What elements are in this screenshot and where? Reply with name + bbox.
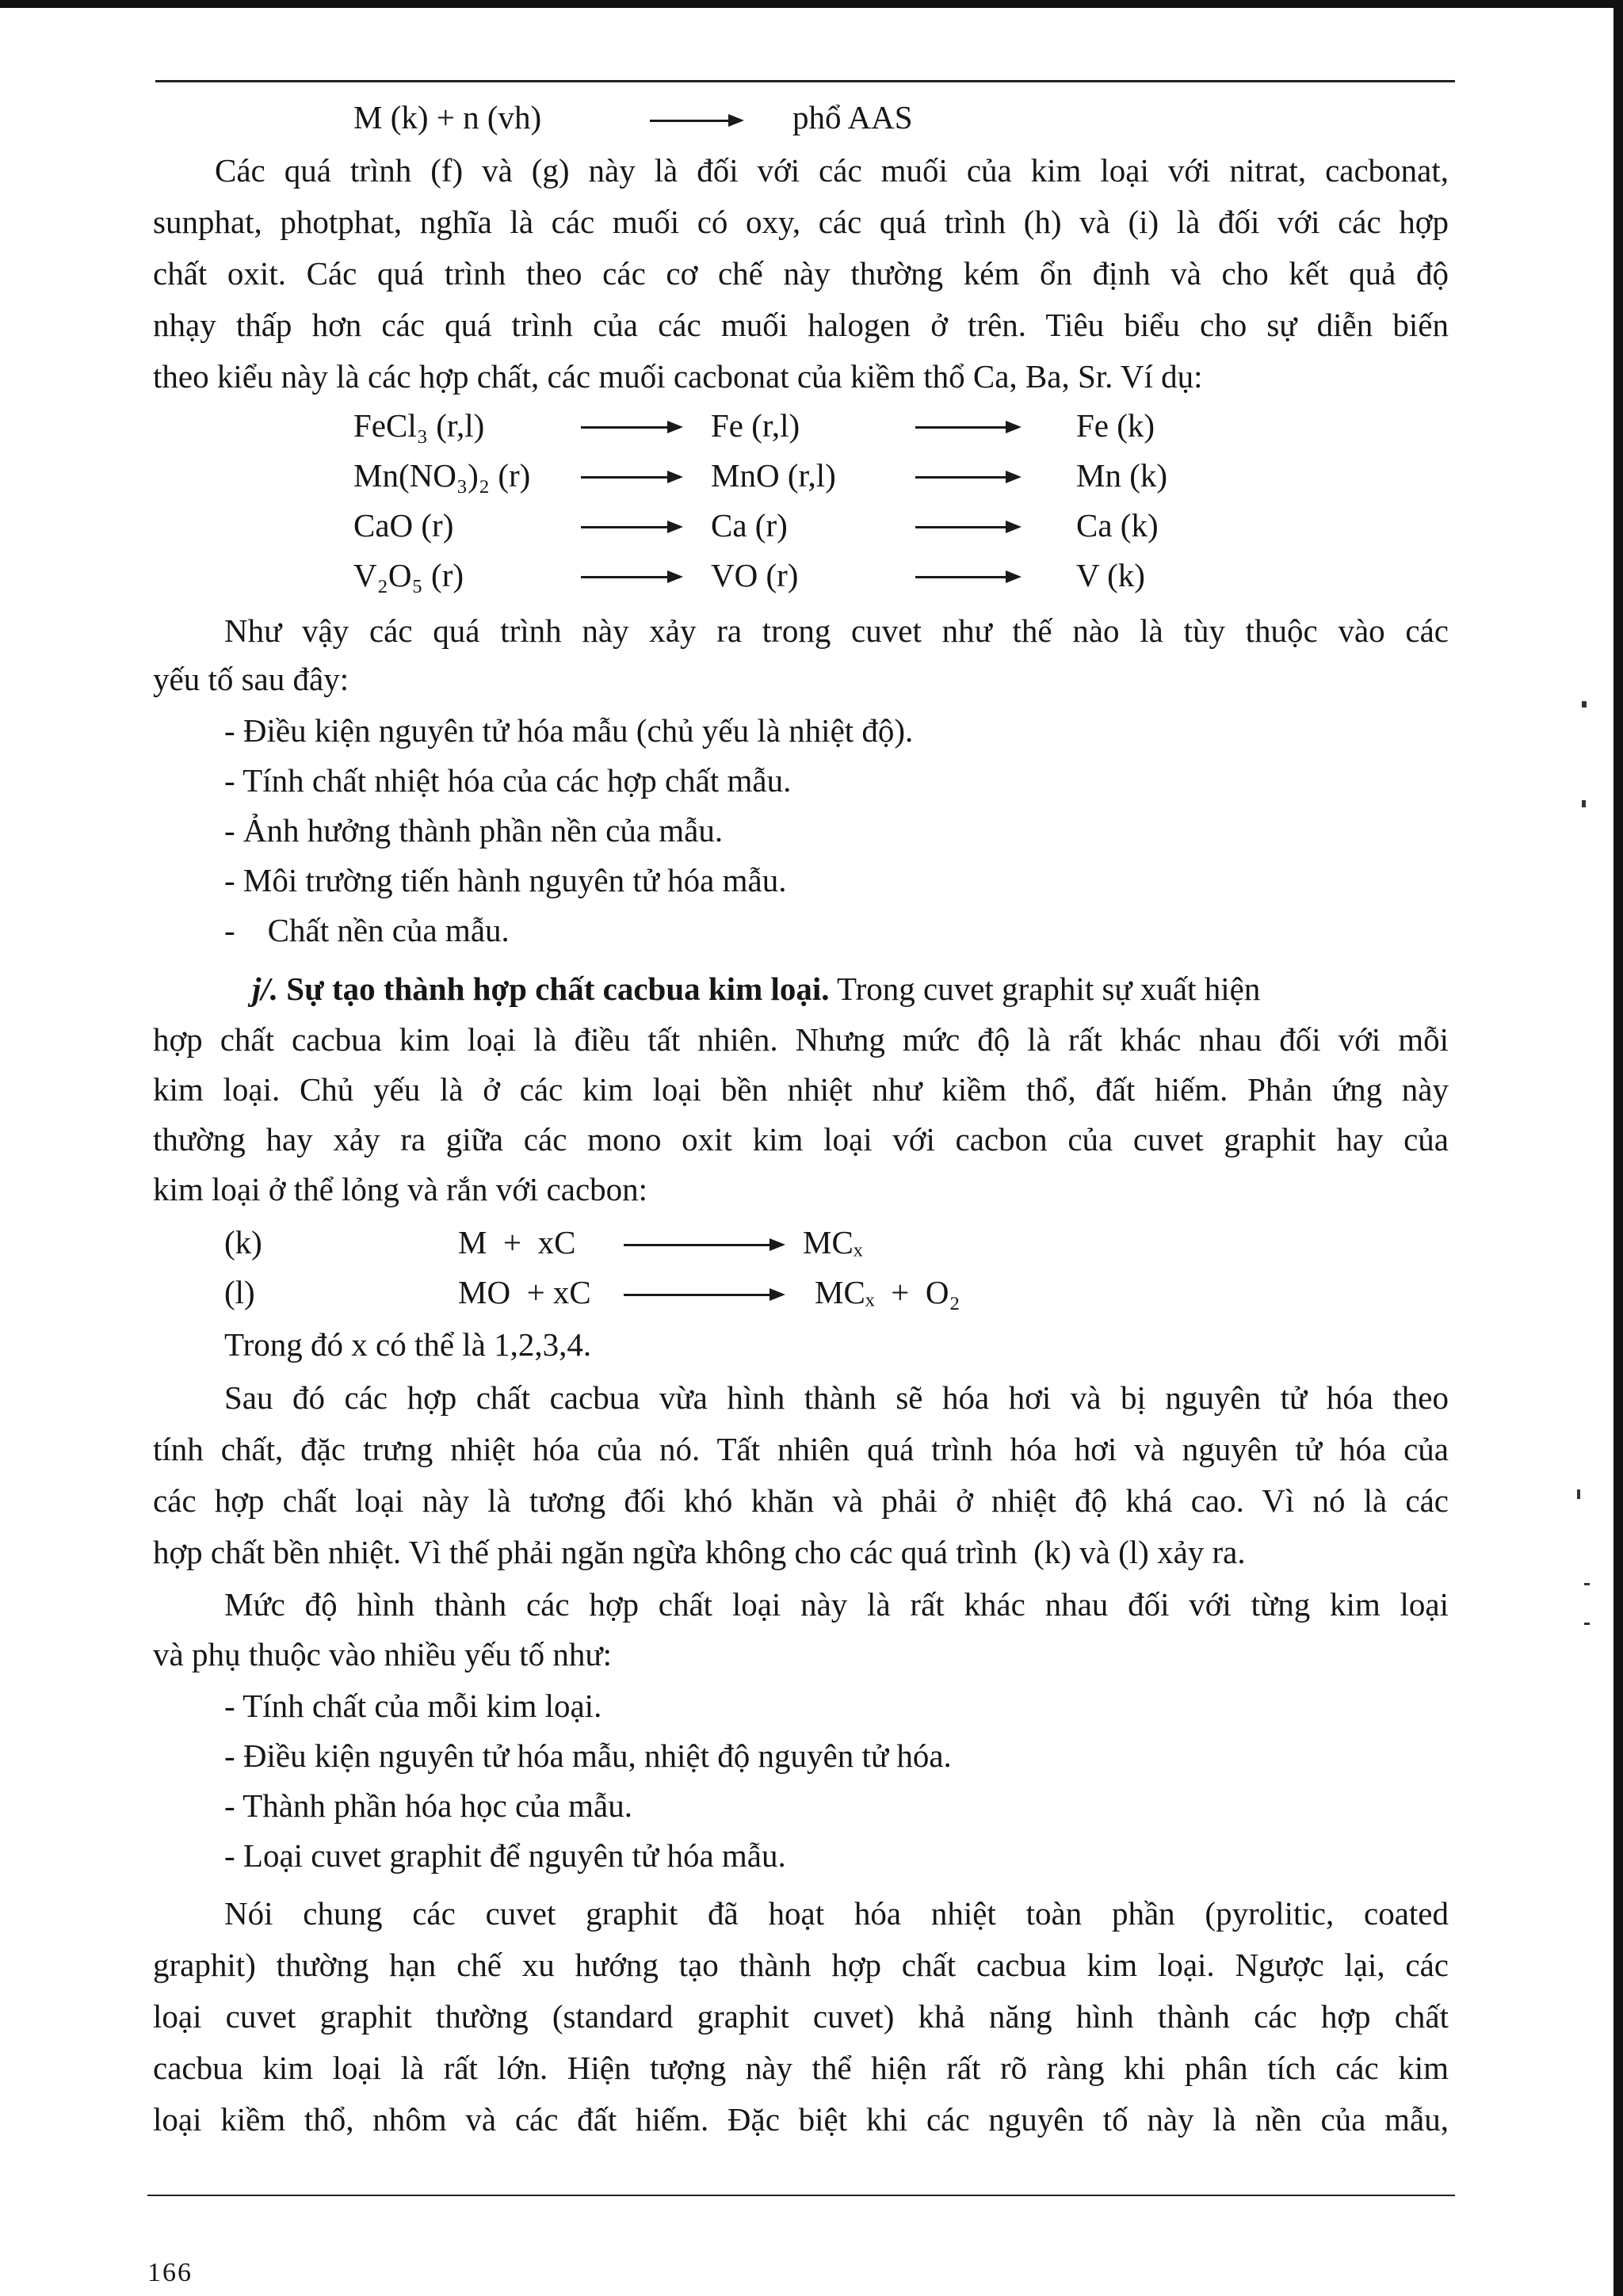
para4-line: hợp chất bền nhiệt. Vì thế phải ngăn ngừa không cho các quá trình (k) và (l) xảy ra. bbox=[153, 1534, 1246, 1570]
factor-item: - Ảnh hưởng thành phần nền của mẫu. bbox=[224, 812, 724, 849]
reaction-l-left: MO + xC bbox=[458, 1274, 591, 1310]
footer-rule bbox=[147, 2195, 1455, 2196]
reaction2-product: Mn (k) bbox=[1076, 457, 1168, 494]
scan-speck bbox=[1584, 1623, 1590, 1625]
section-j-heading: Sự tạo thành hợp chất cacbua kim loại. bbox=[286, 971, 830, 1007]
reaction3-reactant: CaO (r) bbox=[353, 507, 454, 543]
header-rule bbox=[155, 80, 1455, 82]
para3-line: kim loại. Chủ yếu là ở các kim loại bền nhiệt như kiềm thổ, đất hiếm. Phản ứng này bbox=[153, 1071, 1449, 1108]
section-j-text: Trong cuvet graphit sự xuất hiện bbox=[837, 971, 1261, 1007]
reaction-arrow bbox=[581, 576, 680, 578]
reaction-arrow bbox=[581, 526, 680, 528]
para3-line: thường hay xảy ra giữa các mono oxit kim loại với cacbon của cuvet graphit hay của bbox=[153, 1121, 1449, 1158]
para6-line: loại cuvet graphit thường (standard graphit cuvet) khả năng hình thành các hợp chất bbox=[153, 1998, 1449, 2035]
para1-line: theo kiểu này là các hợp chất, các muối cacbonat của kiềm thổ Ca, Ba, Sr. Ví dụ: bbox=[153, 358, 1203, 395]
scan-top-edge bbox=[0, 0, 1623, 8]
factor-item: - Thành phần hóa học của mẫu. bbox=[224, 1787, 632, 1824]
reaction-l-label: (l) bbox=[224, 1274, 255, 1310]
top-equation-left: M (k) + n (vh) bbox=[353, 99, 542, 135]
para5-line: và phụ thuộc vào nhiều yếu tố như: bbox=[153, 1636, 613, 1672]
para6-line: Nói chung các cuvet graphit đã hoạt hóa nhiệt toàn phần (pyrolitic, coated bbox=[224, 1895, 1449, 1932]
para2-line: yếu tố sau đây: bbox=[153, 661, 349, 697]
para4-line: Sau đó các hợp chất cacbua vừa hình thành sẽ hóa hơi và bị nguyên tử hóa theo bbox=[224, 1379, 1449, 1416]
section-j-first-line bbox=[252, 966, 1260, 1012]
top-equation-right: phổ AAS bbox=[792, 99, 913, 135]
reaction-arrow bbox=[581, 476, 680, 479]
reaction-k-left: M + xC bbox=[458, 1224, 576, 1261]
para6-line: loại kiềm thổ, nhôm và các đất hiếm. Đặc biệt khi các nguyên tố này là nền của mẫu, bbox=[153, 2101, 1449, 2138]
note-x: Trong đó x có thể là 1,2,3,4. bbox=[224, 1326, 592, 1363]
factor-item: - Điều kiện nguyên tử hóa mẫu, nhiệt độ nguyên tử hóa. bbox=[224, 1737, 952, 1774]
para3-line: hợp chất cacbua kim loại là điều tất nhiên. Nhưng mức độ là rất khác nhau đối với mỗi bbox=[153, 1021, 1449, 1058]
scan-speck bbox=[1582, 701, 1587, 707]
reaction2-intermediate: MnO (r,l) bbox=[711, 457, 836, 494]
reaction3-product: Ca (k) bbox=[1076, 507, 1159, 543]
para2-line: Như vậy các quá trình này xảy ra trong cuvet như thế nào là tùy thuộc vào các bbox=[224, 612, 1449, 649]
reaction-k-right: MCₓ bbox=[803, 1224, 863, 1261]
para4-line: các hợp chất loại này là tương đối khó khăn và phải ở nhiệt độ khá cao. Vì nó là các bbox=[153, 1482, 1449, 1519]
reaction4-intermediate: VO (r) bbox=[711, 557, 799, 593]
reaction-l-right: MCₓ + O₂ bbox=[815, 1274, 960, 1310]
reaction2-reactant: Mn(NO₃)₂ (r) bbox=[353, 457, 531, 494]
scan-speck bbox=[1582, 800, 1586, 807]
section-j-label: j/. bbox=[252, 971, 279, 1007]
factor-item: - Điều kiện nguyên tử hóa mẫu (chủ yếu là nhiệt độ). bbox=[224, 712, 914, 749]
reaction-arrow bbox=[915, 426, 1018, 429]
reaction-arrow bbox=[915, 576, 1018, 578]
scan-speck bbox=[1584, 1583, 1590, 1585]
para1-line: Các quá trình (f) và (g) này là đối với các muối của kim loại với nitrat, cacbonat, bbox=[215, 152, 1449, 189]
para4-line: tính chất, đặc trưng nhiệt hóa của nó. Tất nhiên quá trình hóa hơi và nguyên tử hóa của bbox=[153, 1431, 1449, 1467]
reaction-arrow bbox=[624, 1244, 782, 1246]
reaction1-reactant: FeCl₃ (r,l) bbox=[353, 407, 485, 444]
reaction4-reactant: V₂O₅ (r) bbox=[353, 557, 464, 593]
factor-item: - Môi trường tiến hành nguyên tử hóa mẫu. bbox=[224, 862, 787, 898]
para1-line: sunphat, photphat, nghĩa là các muối có oxy, các quá trình (h) và (i) là đối với các hợp bbox=[153, 204, 1449, 240]
para1-line: nhạy thấp hơn các quá trình của các muối halogen ở trên. Tiêu biểu cho sự diễn biến bbox=[153, 307, 1449, 343]
reaction-arrow bbox=[915, 476, 1018, 479]
reaction3-intermediate: Ca (r) bbox=[711, 507, 788, 543]
scan-speck bbox=[1577, 1489, 1580, 1499]
top-equation-arrow bbox=[650, 120, 741, 122]
para5-line: Mức độ hình thành các hợp chất loại này là rất khác nhau đối với từng kim loại bbox=[224, 1586, 1449, 1623]
reaction-arrow bbox=[581, 426, 680, 429]
reaction1-intermediate: Fe (r,l) bbox=[711, 407, 800, 444]
reaction-k-label: (k) bbox=[224, 1224, 262, 1261]
reaction4-product: V (k) bbox=[1076, 557, 1145, 593]
factor-item: - Loại cuvet graphit để nguyên tử hóa mẫu. bbox=[224, 1837, 786, 1874]
scan-right-edge bbox=[1613, 0, 1623, 2296]
page-number: 166 bbox=[147, 2258, 193, 2287]
reaction-arrow bbox=[915, 526, 1018, 528]
factor-item: - Tính chất nhiệt hóa của các hợp chất mẫu. bbox=[224, 762, 792, 799]
reaction-arrow bbox=[624, 1294, 782, 1296]
para3-line: kim loại ở thể lỏng và rắn với cacbon: bbox=[153, 1171, 648, 1207]
factor-item: - Tính chất của mỗi kim loại. bbox=[224, 1688, 602, 1724]
reaction1-product: Fe (k) bbox=[1076, 407, 1155, 444]
para6-line: cacbua kim loại là rất lớn. Hiện tượng này thể hiện rất rõ ràng khi phân tích các kim bbox=[153, 2050, 1449, 2086]
factor-item: - Chất nền của mẫu. bbox=[224, 912, 510, 948]
para6-line: graphit) thường hạn chế xu hướng tạo thành hợp chất cacbua kim loại. Ngược lại, các bbox=[153, 1947, 1449, 1983]
para1-line: chất oxit. Các quá trình theo các cơ chế này thường kém ổn định và cho kết quả độ bbox=[153, 255, 1449, 292]
